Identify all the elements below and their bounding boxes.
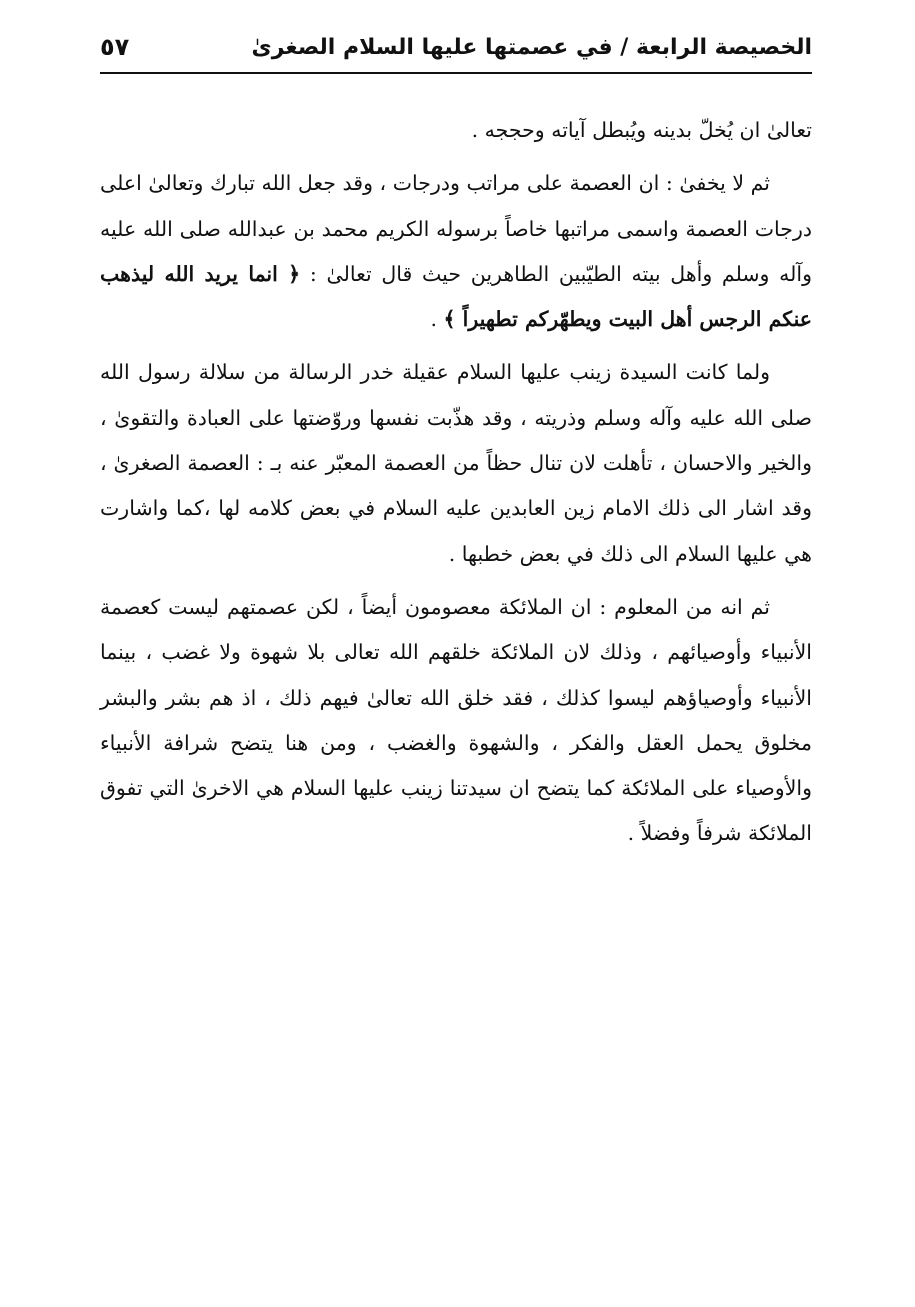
paragraph-continuation: تعالىٰ ان يُخلّ بدينه ويُبطل آياته وحججه . xyxy=(471,118,812,142)
paragraph-angels: ثم انه من المعلوم : ان الملائكة معصومون أيضاً ، لكن عصمتهم ليست كعصمة الأنبياء وأوصيائهم ، وذلك لان الملائكة خلقهم الله تعالى بلا شهوة ولا غضب ، بينما الأنبياء وأوصياؤهم ليسوا كذلك ، فقد خلق الله تعالىٰ فيهم ذلك ، اذ هم بشر والبشر مخلوق يحمل العقل والفكر ، والشهوة والغضب ، ومن هنا يتضح شرافة الأنبياء والأوصياء على الملائكة كما يتضح ان سيدتنا زينب عليها السلام هي الاخرىٰ التي تفوق الملائكة شرفاً وفضلاً . xyxy=(100,594,812,846)
paragraph-text: ثم لا يخفىٰ : ان العصمة على مراتب ودرجات ، وقد جعل الله تبارك وتعالىٰ اعلى درجات العصمة واسمى مراتبها خاصاً برسوله الكريم محمد بن عبدالله صلى الله عليه وآله وسلم وأهل بيته الطيّبين الطاهرين حيث قال تعالىٰ : xyxy=(100,171,812,286)
paragraph-text-end: . xyxy=(430,307,444,332)
paragraph-infallibility-ranks xyxy=(100,161,812,342)
running-header xyxy=(100,30,812,74)
paragraph-lady-zaynab: ولما كانت السيدة زينب عليها السلام عقيلة خدر الرسالة من سلالة رسول الله صلى الله عليه وآله وسلم وذريته ، وقد هذّبت نفسها وروّضتها على العبادة والتقوىٰ ، والخير والاحسان ، تأهلت لان تنال حظاً من العصمة المعبّر عنه بـ : العصمة الصغرىٰ ، وقد اشار الى ذلك الامام زين العابدين عليه السلام في بعض كلامه لها ،كما واشارت هي عليها السلام الى ذلك في بعض خطبها . xyxy=(100,360,812,566)
chapter-title: الخصيصة الرابعة / في عصمتها عليها السلام الصغرىٰ xyxy=(251,35,812,60)
quran-quote: ﴿ انما يريد الله ليذهب عنكم الرجس أهل البيت ويطهّركم تطهيراً ﴾ xyxy=(100,261,812,332)
body-text xyxy=(100,108,812,865)
page-number: ٥٧ xyxy=(100,33,130,61)
